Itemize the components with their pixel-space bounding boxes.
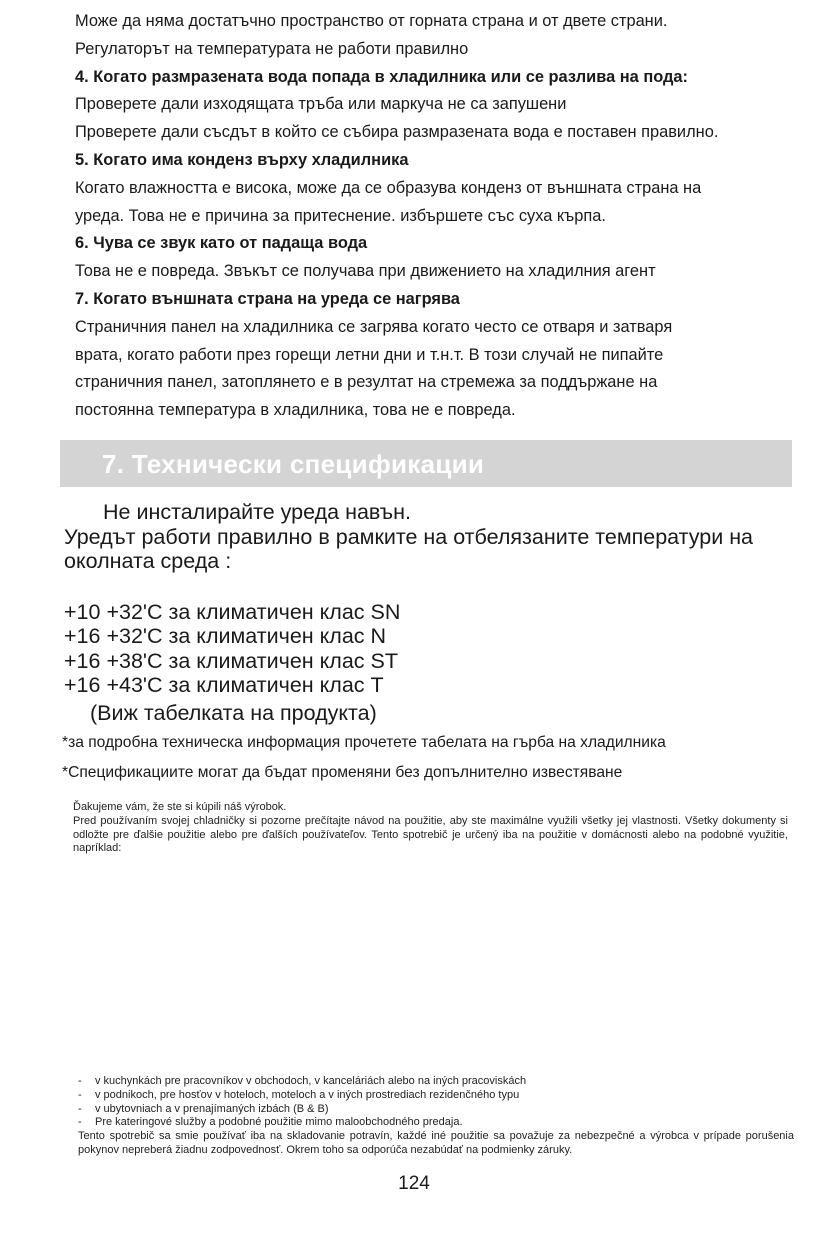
slovak-final-paragraph: Tento spotrebič sa smie používať iba na skladovanie potravín, každé iné použitie sa považuje za nebezpečné a výrobca v prípade porušenia pokynov nepreberá žiadnu zodpovednosť. Okrem toho sa odporúča nezabúdať na podmienky záruky. (78, 1130, 794, 1156)
section-banner (60, 440, 792, 487)
climate-class: +16 +43'С за климатичен клас T (64, 673, 384, 697)
climate-class: +16 +38'С за климатичен клас ST (64, 649, 398, 673)
slovak-thanks: Ďakujeme vám, že ste si kúpili náš výrobok. (73, 801, 287, 813)
climate-class: +10 +32'С за климатичен клас SN (64, 600, 401, 624)
list-item: - Pre kateringové služby a podobné použitie mimo maloobchodného predaja. (78, 1116, 463, 1129)
slovak-paragraph: Pred používaním svojej chladničky si pozorne prečítajte návod na použitie, aby ste maximálne využili všetky jej vlastnosti. Všetky dokumenty si odložte pre ďalšie použitie alebo pre ďalších používateľov. Tento spotrebič je určený iba na použitie v domácnosti alebo na podobné využitie, napríklad: (73, 814, 788, 855)
see-label: (Виж табелката на продукта) (90, 701, 377, 725)
subheading: 5. Когато има конденз върху хладилника (75, 150, 409, 169)
text-line: Проверете дали съсдът в който се събира размразената вода е поставен правилно. (75, 123, 719, 142)
climate-class: +16 +32'С за климатичен клас N (64, 624, 387, 648)
text-line: страничния панел, затоплянето е в резултат на стремежа за поддържане на (75, 373, 658, 392)
text-line: Може да няма достатъчно пространство от горната страна и от двете страни. (75, 12, 668, 30)
text-line: Когато влажността е висока, може да се образува конденз от външната страна на (75, 178, 702, 197)
note: *за подробна техническа информация прочетете табелата на гърба на хладилника (62, 734, 666, 751)
spec-intro: Не инсталирайте уреда навън. (103, 500, 411, 524)
text-line: Това не е повреда. Звъкът се получава при движението на хладилния агент (75, 262, 656, 281)
subheading: 7. Когато външната страна на уреда се нагрява (75, 289, 460, 308)
text-line: уреда. Това не е причина за притеснение. избършете със суха кърпа. (75, 206, 606, 225)
section-title: 7. Технически спецификации (102, 449, 485, 479)
text-line: постоянна температура в хладилника, това не е повреда. (75, 401, 516, 420)
list-item: - v kuchynkách pre pracovníkov v obchodoch, v kanceláriách alebo na iných pracoviskách (78, 1075, 527, 1087)
subheading: 4. Когато размразената вода попада в хладилника или се разлива на пода: (75, 67, 689, 86)
note: *Спецификациите могат да бъдат променяни без допълнително известяване (62, 764, 623, 781)
slovak-intro (73, 801, 788, 856)
text-line: Проверете дали изходящата тръба или маркуча не са запушени (75, 95, 567, 114)
troubleshooting-text (75, 8, 795, 425)
page-number: 124 (398, 1173, 430, 1194)
list-item: - v ubytovniach a v prenajímaných izbách (B & B) (78, 1102, 329, 1115)
text-line: врата, когато работи през горещи летни дни и т.н.т. В този случай не пипайте (75, 345, 664, 364)
spec-range-line: Уредът работи правилно в рамките на отбелязаните температури на (64, 525, 754, 549)
slovak-bullets (78, 1075, 794, 1158)
spec-range-line: околната среда : (64, 549, 232, 573)
text-line: Регулаторът на температурата не работи правилно (75, 39, 469, 58)
list-item: - v podnikoch, pre hosťov v hoteloch, moteloch a v iných prostrediach rezidenčného typu (78, 1088, 520, 1101)
text-line: Страничния панел на хладилника се загрява когато често се отваря и затваря (75, 317, 673, 336)
subheading: 6. Чува се звук като от падаща вода (75, 234, 368, 253)
